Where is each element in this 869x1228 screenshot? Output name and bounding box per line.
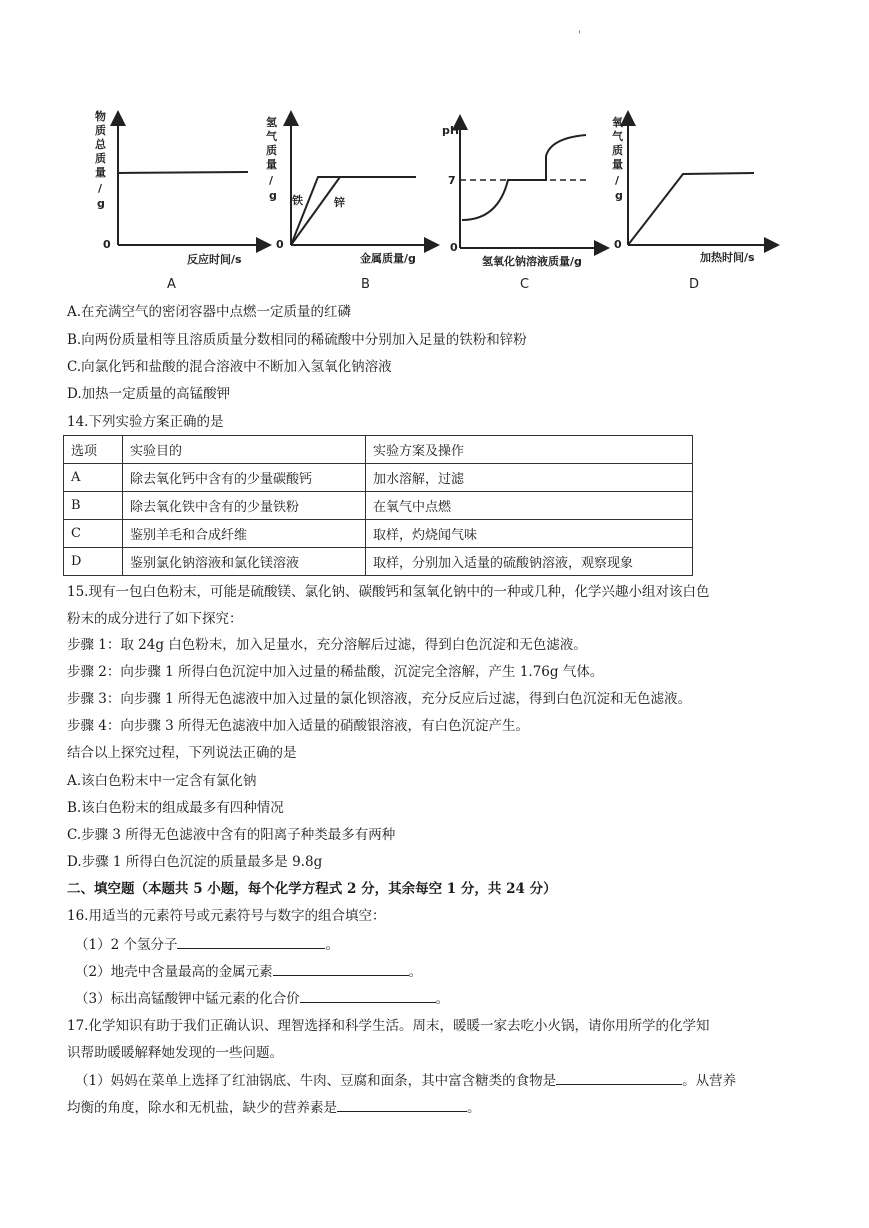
- q15-option-d: D.步骤 1 所得白色沉淀的质量最多是 9.8g: [67, 854, 323, 870]
- q13-option-d: D.加热一定质量的高锰酸钾: [67, 386, 231, 402]
- q17-part1-text2: 均衡的角度，除水和无机盐，缺少的营养素是: [67, 1100, 337, 1116]
- graph-a-xlabel: 反应时间/s: [187, 253, 242, 266]
- graph-d-ylabel-1: 气: [612, 130, 623, 143]
- q16-blank-2[interactable]: [273, 961, 409, 976]
- header-cell: 选项: [64, 436, 123, 464]
- graph-b-xlabel: 金属质量/g: [360, 252, 416, 265]
- q15-stem-line2: 粉末的成分进行了如下探究：: [67, 611, 243, 627]
- q13-option-c: C.向氯化钙和盐酸的混合溶液中不断加入氢氧化钠溶液: [67, 359, 392, 375]
- q16-item-2-end: 。: [408, 964, 423, 980]
- table-cell: C: [64, 520, 123, 548]
- graph-a-ylabel-0: 物: [95, 110, 106, 123]
- graph-a-curve: [118, 172, 248, 173]
- q16-item-3-end: 。: [435, 991, 450, 1007]
- q17-part1-line1: [75, 1070, 736, 1091]
- q17-stem-line2: 识帮助暖暖解释她发现的一些问题。: [67, 1045, 283, 1061]
- graph-a-ylabel-1: 质: [95, 124, 106, 137]
- graph-b: [266, 114, 436, 292]
- graphs-svg: [86, 108, 786, 298]
- graph-a-ylabel-4: 量: [95, 166, 106, 179]
- q14-table: [63, 435, 693, 576]
- graph-a-ylabel-3: 质: [95, 152, 106, 165]
- q17-part1-tail: 。从营养: [682, 1073, 737, 1089]
- graph-b-ylabel-1: 气: [266, 130, 277, 143]
- graph-b-ylabel-3: 量: [266, 158, 277, 171]
- q16-item-1: [75, 934, 339, 955]
- graph-a-ylabel-5: /: [98, 182, 103, 195]
- q17-stem-line1: 17.化学知识有助于我们正确认识、理智选择和科学生活。周末，暖暖一家去吃小火锅，请你用所学的化学知: [67, 1018, 710, 1034]
- q13-option-b: B.向两份质量相等且溶质质量分数相同的稀硫酸中分别加入足量的铁粉和锌粉: [67, 332, 527, 348]
- graph-d-xlabel: 加热时间/s: [700, 251, 755, 264]
- q17-blank-2[interactable]: [337, 1097, 467, 1112]
- q17-part1-line2: [67, 1097, 481, 1118]
- graph-b-ylabel-2: 质: [266, 144, 277, 157]
- table-cell: 鉴别氯化钠溶液和氯化镁溶液: [123, 548, 366, 576]
- q17-part1-end: 。: [467, 1100, 481, 1116]
- table-cell: A: [64, 464, 123, 492]
- graph-b-zinc-curve: [291, 177, 340, 245]
- graph-c-origin: 0: [450, 241, 458, 254]
- q15-step1: 步骤 1：取 24g 白色粉末，加入足量水，充分溶解后过滤，得到白色沉淀和无色滤液。: [67, 637, 587, 653]
- graph-a-ylabel-2: 总: [95, 138, 106, 151]
- q13-option-a: A.在充满空气的密闭容器中点燃一定质量的红磷: [67, 304, 352, 320]
- table-row: [64, 492, 693, 520]
- table-cell: B: [64, 492, 123, 520]
- graph-d-ylabel-0: 氧: [612, 116, 623, 129]
- q15-step2: 步骤 2：向步骤 1 所得白色沉淀中加入过量的稀盐酸，沉淀完全溶解，产生 1.76g 气体。: [67, 664, 604, 680]
- header-mark: ': [578, 30, 581, 41]
- q17-part1-text: （1）妈妈在菜单上选择了红油锅底、牛肉、豆腐和面条，其中富含糖类的食物是: [75, 1073, 557, 1089]
- graph-b-ylabel-5: g: [269, 189, 277, 202]
- q16-item-3-text: （3）标出高锰酸钾中锰元素的化合价: [75, 991, 300, 1007]
- graph-a-letter: A: [167, 277, 176, 292]
- q17-blank-1[interactable]: [556, 1070, 682, 1085]
- graph-b-letter: B: [361, 277, 370, 292]
- q14-stem: 14.下列实验方案正确的是: [67, 414, 224, 430]
- table-cell: 取样，灼烧闻气味: [366, 520, 693, 548]
- q15-step3: 步骤 3：向步骤 1 所得无色滤液中加入过量的氯化钡溶液，充分反应后过滤，得到白色沉淀和无色滤液。: [67, 691, 692, 707]
- table-cell: 在氧气中点燃: [366, 492, 693, 520]
- q16-blank-3[interactable]: [300, 988, 436, 1003]
- graph-b-origin: 0: [276, 238, 284, 251]
- q15-option-b: B.该白色粉末的组成最多有四种情况: [67, 800, 284, 816]
- header-cell: 实验目的: [123, 436, 366, 464]
- graph-b-ylabel-4: /: [269, 174, 274, 187]
- q16-item-3: [75, 988, 449, 1009]
- graph-c-curve: [462, 135, 586, 220]
- graph-c-tick-7: 7: [448, 174, 456, 187]
- graph-a-ylabel-6: g: [97, 197, 105, 210]
- graph-a-origin: 0: [103, 238, 111, 251]
- graph-c-ylabel: pH: [442, 124, 460, 137]
- graph-b-ylabel-0: 氢: [266, 116, 277, 129]
- graph-d-origin: 0: [614, 238, 622, 251]
- graph-strip: [86, 108, 786, 298]
- graph-c: [442, 118, 606, 292]
- graph-d-letter: D: [689, 277, 700, 292]
- table-cell: D: [64, 548, 123, 576]
- table-header-row: [64, 436, 693, 464]
- table-row: [64, 520, 693, 548]
- graph-a: [95, 109, 268, 292]
- graph-d-curve: [628, 173, 754, 245]
- q16-item-1-end: 。: [325, 937, 339, 953]
- table-row: [64, 548, 693, 576]
- q15-step4: 步骤 4：向步骤 3 所得无色滤液中加入适量的硝酸银溶液，有白色沉淀产生。: [67, 718, 530, 734]
- q16-item-2-text: （2）地壳中含量最高的金属元素: [75, 964, 273, 980]
- table-cell: 取样，分别加入适量的硫酸钠溶液，观察现象: [366, 548, 693, 576]
- q15-option-c: C.步骤 3 所得无色滤液中含有的阳离子种类最多有两种: [67, 827, 396, 843]
- table-cell: 除去氧化铁中含有的少量铁粉: [123, 492, 366, 520]
- table-cell: 鉴别羊毛和合成纤维: [123, 520, 366, 548]
- table-cell: 加水溶解，过滤: [366, 464, 693, 492]
- section-2-heading: 二、填空题（本题共 5 小题，每个化学方程式 2 分，其余每空 1 分，共 24 分）: [67, 881, 557, 897]
- graph-d-ylabel-2: 质: [612, 144, 623, 157]
- q16-item-2: [75, 961, 422, 982]
- graph-b-iron-curve: [291, 177, 416, 245]
- graph-d: [612, 114, 776, 292]
- graph-d-ylabel-4: /: [615, 174, 620, 187]
- graph-b-label-zinc: 锌: [334, 196, 345, 209]
- q15-question: 结合以上探究过程，下列说法正确的是: [67, 745, 297, 761]
- table-row: [64, 464, 693, 492]
- graph-c-xlabel: 氢氧化钠溶液质量/g: [482, 255, 582, 268]
- header-cell: 实验方案及操作: [366, 436, 693, 464]
- table-cell: 除去氧化钙中含有的少量碳酸钙: [123, 464, 366, 492]
- graph-d-ylabel-3: 量: [612, 158, 623, 171]
- graph-d-ylabel-5: g: [615, 189, 623, 202]
- q15-option-a: A.该白色粉末中一定含有氯化钠: [67, 773, 257, 789]
- graph-b-label-iron: 铁: [292, 194, 303, 207]
- q16-blank-1[interactable]: [177, 934, 325, 949]
- graph-c-letter: C: [520, 277, 530, 292]
- q16-item-1-text: （1）2 个氢分子: [75, 937, 178, 953]
- q15-stem-line1: 15.现有一包白色粉末，可能是硫酸镁、氯化钠、碳酸钙和氢氧化钠中的一种或几种，化学兴趣小组对该白色: [67, 584, 710, 600]
- q16-stem: 16.用适当的元素符号或元素符号与数字的组合填空：: [67, 908, 386, 924]
